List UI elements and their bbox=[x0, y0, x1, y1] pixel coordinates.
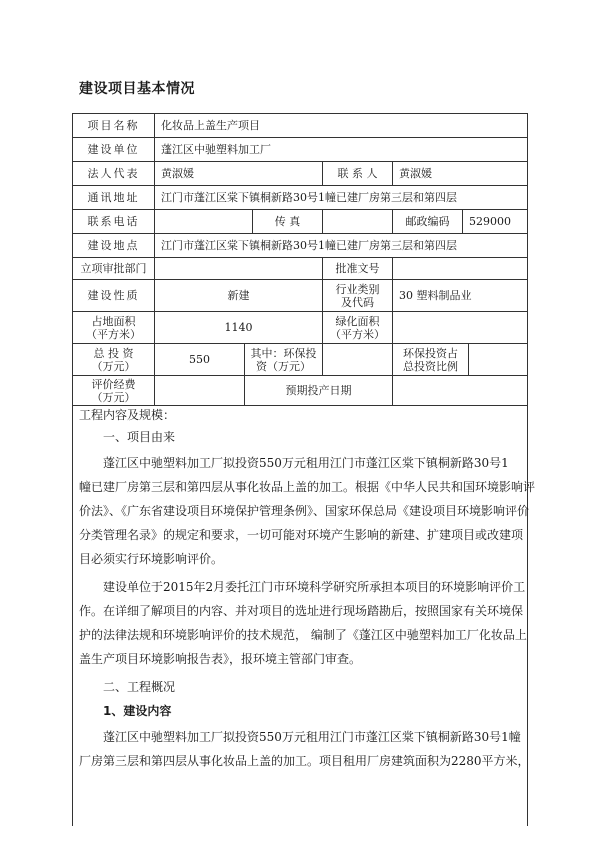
industry-label-line2: 及代码 bbox=[341, 295, 374, 309]
green-value bbox=[393, 312, 527, 344]
postcode-value: 529000 bbox=[463, 210, 527, 234]
eval-fee-label-line2: （万元） bbox=[91, 390, 136, 404]
env-invest-label-line1: 其中：环保投 bbox=[250, 346, 317, 360]
eval-fee-value bbox=[155, 376, 245, 406]
builder-value: 蓬江区中驰塑料加工厂 bbox=[155, 138, 527, 162]
p1-line: 蓬江区中驰塑料加工厂拟投资550万元租用江门市蓬江区棠下镇桐新路30号1 bbox=[103, 456, 509, 470]
project-name-label: 项目名称 bbox=[73, 114, 155, 138]
p1-line: 分类管理名录》的规定和要求，一切可能对环境产生影响的新建、扩建项目或改建项 bbox=[79, 528, 524, 542]
approval-no-label: 批准文号 bbox=[323, 258, 393, 280]
p2-line: 建设单位于2015年2月委托江门市环境科学研究所承担本项目的环境影响评价工 bbox=[103, 580, 526, 594]
p1-line: 价法》、《广东省建设项目环境保护管理条例》、国家环保总局《建设项目环境影响评价 bbox=[79, 504, 530, 518]
start-date-label: 预期投产日期 bbox=[245, 376, 393, 406]
site-label: 建设地点 bbox=[73, 234, 155, 258]
env-invest-label bbox=[245, 344, 323, 376]
industry-value: 30 塑料制品业 bbox=[393, 280, 527, 312]
p3-line: 厂房第三层和第四层从事化妆品上盖的加工。项目租用厂房建筑面积为2280平方米， bbox=[79, 754, 530, 768]
section-title: 建设项目基本情况 bbox=[79, 81, 195, 97]
industry-label bbox=[323, 280, 393, 312]
p2-line: 盖生产项目环境影响报告表》，报环境主管部门审查。 bbox=[79, 652, 362, 666]
legal-rep-value: 黄淑媛 bbox=[155, 162, 323, 186]
area-label-line2: （平方米） bbox=[86, 327, 141, 341]
env-ratio-label-line1: 环保投资占 bbox=[403, 346, 458, 360]
green-label-line1: 绿化面积 bbox=[335, 314, 380, 328]
approval-dept-label: 立项审批部门 bbox=[73, 258, 155, 280]
fax-label: 传 真 bbox=[253, 210, 323, 234]
invest-label bbox=[73, 344, 155, 376]
invest-value: 550 bbox=[155, 344, 245, 376]
legal-rep-label: 法人代表 bbox=[73, 162, 155, 186]
section-2-subtitle: 1、建设内容 bbox=[103, 704, 172, 718]
green-label-line2: （平方米） bbox=[330, 327, 385, 341]
industry-label-line1: 行业类别 bbox=[335, 282, 380, 296]
fax-value bbox=[323, 210, 393, 234]
section-1-title: 一、项目由来 bbox=[103, 430, 176, 444]
area-label-line1: 占地面积 bbox=[91, 314, 136, 328]
p3-line: 蓬江区中驰塑料加工厂拟投资550万元租用江门市蓬江区棠下镇桐新路30号1幢 bbox=[103, 730, 521, 744]
address-label: 通讯地址 bbox=[73, 186, 155, 210]
area-value: 1140 bbox=[155, 312, 323, 344]
approval-no-value bbox=[393, 258, 527, 280]
approval-dept-value bbox=[155, 258, 323, 280]
invest-label-line1: 总 投 资 bbox=[93, 346, 134, 360]
nature-value: 新建 bbox=[155, 280, 323, 312]
invest-label-line2: （万元） bbox=[91, 359, 136, 373]
env-invest-value bbox=[323, 344, 393, 376]
green-label bbox=[323, 312, 393, 344]
project-info-table bbox=[72, 113, 536, 826]
env-ratio-label-line2: 总投资比例 bbox=[403, 359, 458, 373]
env-ratio-value bbox=[469, 344, 527, 376]
phone-label: 联系电话 bbox=[73, 210, 155, 234]
eval-fee-label-line1: 评价经费 bbox=[91, 377, 136, 391]
area-label bbox=[73, 312, 155, 344]
contact-label: 联 系 人 bbox=[323, 162, 393, 186]
p2-line: 护的法律法规和环境影响评价的技术规范， 编制了《蓬江区中驰塑料加工厂化妆品上 bbox=[79, 628, 527, 642]
start-date-value bbox=[393, 376, 527, 406]
content-heading: 工程内容及规模： bbox=[79, 408, 176, 422]
section-2-title: 二、工程概况 bbox=[103, 680, 176, 694]
nature-label: 建设性质 bbox=[73, 280, 155, 312]
p1-line: 目必须实行环境影响评价。 bbox=[79, 552, 224, 566]
env-invest-label-line2: 资（万元） bbox=[256, 359, 311, 373]
project-name-value: 化妆品上盖生产项目 bbox=[155, 114, 527, 138]
env-ratio-label bbox=[393, 344, 469, 376]
site-value: 江门市蓬江区棠下镇桐新路30号1幢已建厂房第三层和第四层 bbox=[155, 234, 527, 258]
builder-label: 建设单位 bbox=[73, 138, 155, 162]
address-value: 江门市蓬江区棠下镇桐新路30号1幢已建厂房第三层和第四层 bbox=[155, 186, 527, 210]
p1-line: 幢已建厂房第三层和第四层从事化妆品上盖的加工。根据《中华人民共和国环境影响评 bbox=[79, 480, 536, 494]
phone-value bbox=[155, 210, 253, 234]
p2-line: 作。在详细了解项目的内容、并对项目的选址进行现场踏勘后，按照国家有关环境保 bbox=[79, 604, 524, 618]
eval-fee-label bbox=[73, 376, 155, 406]
contact-value: 黄淑媛 bbox=[393, 162, 527, 186]
postcode-label: 邮政编码 bbox=[393, 210, 463, 234]
